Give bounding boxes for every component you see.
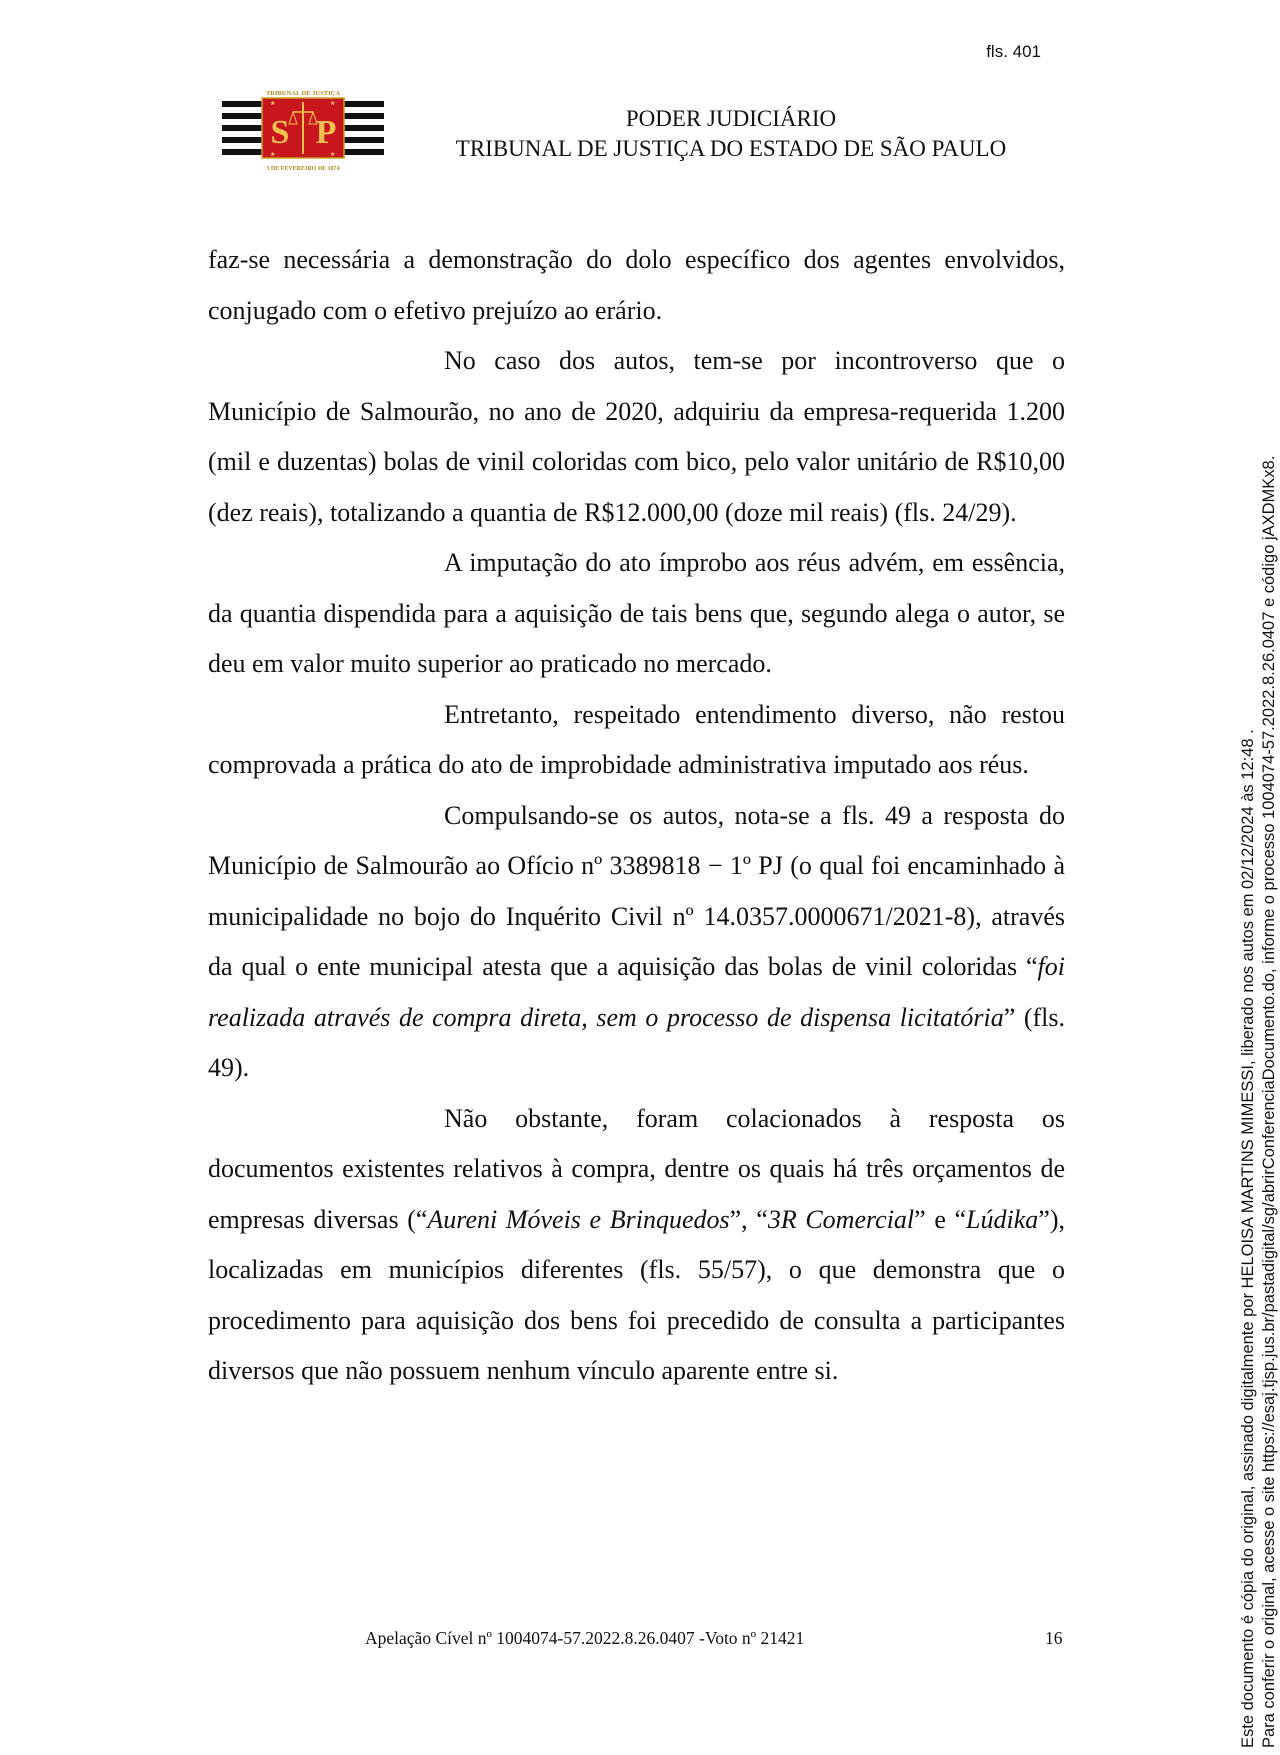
document-header xyxy=(418,104,1044,164)
company-ludika: Lúdika xyxy=(966,1204,1039,1234)
paragraph-6-text-b: ”, “ xyxy=(729,1204,768,1234)
side-authentication-note xyxy=(1238,268,1280,1748)
svg-text:★: ★ xyxy=(270,152,276,158)
paragraph-5 xyxy=(208,791,1065,1094)
logo-letter-p: P xyxy=(315,114,337,151)
logo-letter-s: S xyxy=(270,114,290,151)
header-line1: PODER JUDICIÁRIO xyxy=(625,106,837,131)
paragraph-6-text-d: ”), localizadas em municípios diferentes (fls. 55/57), o que demonstra que o procedimento para aquisição dos bens foi precedido de consulta a participantes diversos que não possuem nenhum vínculo aparente entre si. xyxy=(208,1204,1065,1385)
logo-top-text: TRIBUNAL DE JUSTIÇA xyxy=(265,90,341,97)
company-aureni: Aureni Móveis e Brinquedos xyxy=(427,1204,730,1234)
paragraph-6-text-c: ” e “ xyxy=(914,1204,967,1234)
paragraph-1: faz-se necessária a demonstração do dolo específico dos agentes envolvidos, conjugado com o efetivo prejuízo ao erário. xyxy=(208,245,1065,325)
paragraph-5-text-b: ” (fls. 49). xyxy=(208,1002,1066,1082)
header-line2: TRIBUNAL DE JUSTIÇA DO ESTADO DE SÃO PAULO xyxy=(455,136,1007,161)
paragraph-5-quote: foi realizada através de compra direta, sem o processo de dispensa licitatória xyxy=(208,952,1065,1032)
paragraph-6-text-a: Não obstante, foram colacionados à resposta os documentos existentes relativos à compra, dentre os quais há três orçamentos de empresas diversas (“ xyxy=(208,1103,1065,1234)
footer-case-number: Apelação Cível nº 1004074-57.2022.8.26.0407 -Voto nº 21421 xyxy=(365,1628,805,1648)
svg-text:★: ★ xyxy=(330,152,336,158)
paragraph-2: No caso dos autos, tem-se por incontroverso que o Município de Salmourão, no ano de 2020, adquiriu da empresa-requerida 1.200 (mil e duzentas) bolas de vinil coloridas com bico, pelo valor unitário de R$10,00 (dez reais), totalizando a quantia de R$12.000,00 (doze mil reais) (fls. 24/29). xyxy=(208,346,1065,527)
paragraph-5-text-a: Compulsando-se os autos, nota-se a fls. 49 a resposta do Município de Salmourão ao Ofício nº 3389818 − 1º PJ (o qual foi encaminhado à municipalidade no bojo do Inquérito Civil nº 14.0357.0000671/2021-8), através da qual o ente municipal atesta que a aquisição das bolas de vinil coloridas “ xyxy=(208,800,1065,981)
logo-bottom-text: 3 DE FEVEREIRO DE 1874 xyxy=(266,166,340,172)
court-logo xyxy=(222,88,384,188)
document-body xyxy=(208,235,1065,1397)
side-note-line2: Para conferir o original, acesse o site https://esaj.tjsp.jus.br/pastadigital/sg/abrirConferenciaDocumento.do, informe o processo 1004074-57.2022.8.26.0407 e código jAXDMKx8. xyxy=(1260,455,1278,1748)
svg-text:★: ★ xyxy=(330,101,336,107)
company-3r: 3R Comercial xyxy=(767,1204,915,1234)
side-note-line1: Este documento é cópia do original, assinado digitalmente por HELOISA MARTINS MIMESSI, liberado nos autos em 02/12/2024 às 12:48 . xyxy=(1239,729,1257,1748)
footer-page-number: 16 xyxy=(1045,1628,1063,1648)
svg-text:★: ★ xyxy=(270,101,276,107)
paragraph-6 xyxy=(208,1094,1065,1397)
page-label: fls. 401 xyxy=(986,42,1041,61)
paragraph-3: A imputação do ato ímprobo aos réus advém, em essência, da quantia dispendida para a aquisição de tais bens que, segundo alega o autor, se deu em valor muito superior ao praticado no mercado. xyxy=(208,548,1065,678)
paragraph-4: Entretanto, respeitado entendimento diverso, não restou comprovada a prática do ato de improbidade administrativa imputado aos réus. xyxy=(208,699,1065,779)
